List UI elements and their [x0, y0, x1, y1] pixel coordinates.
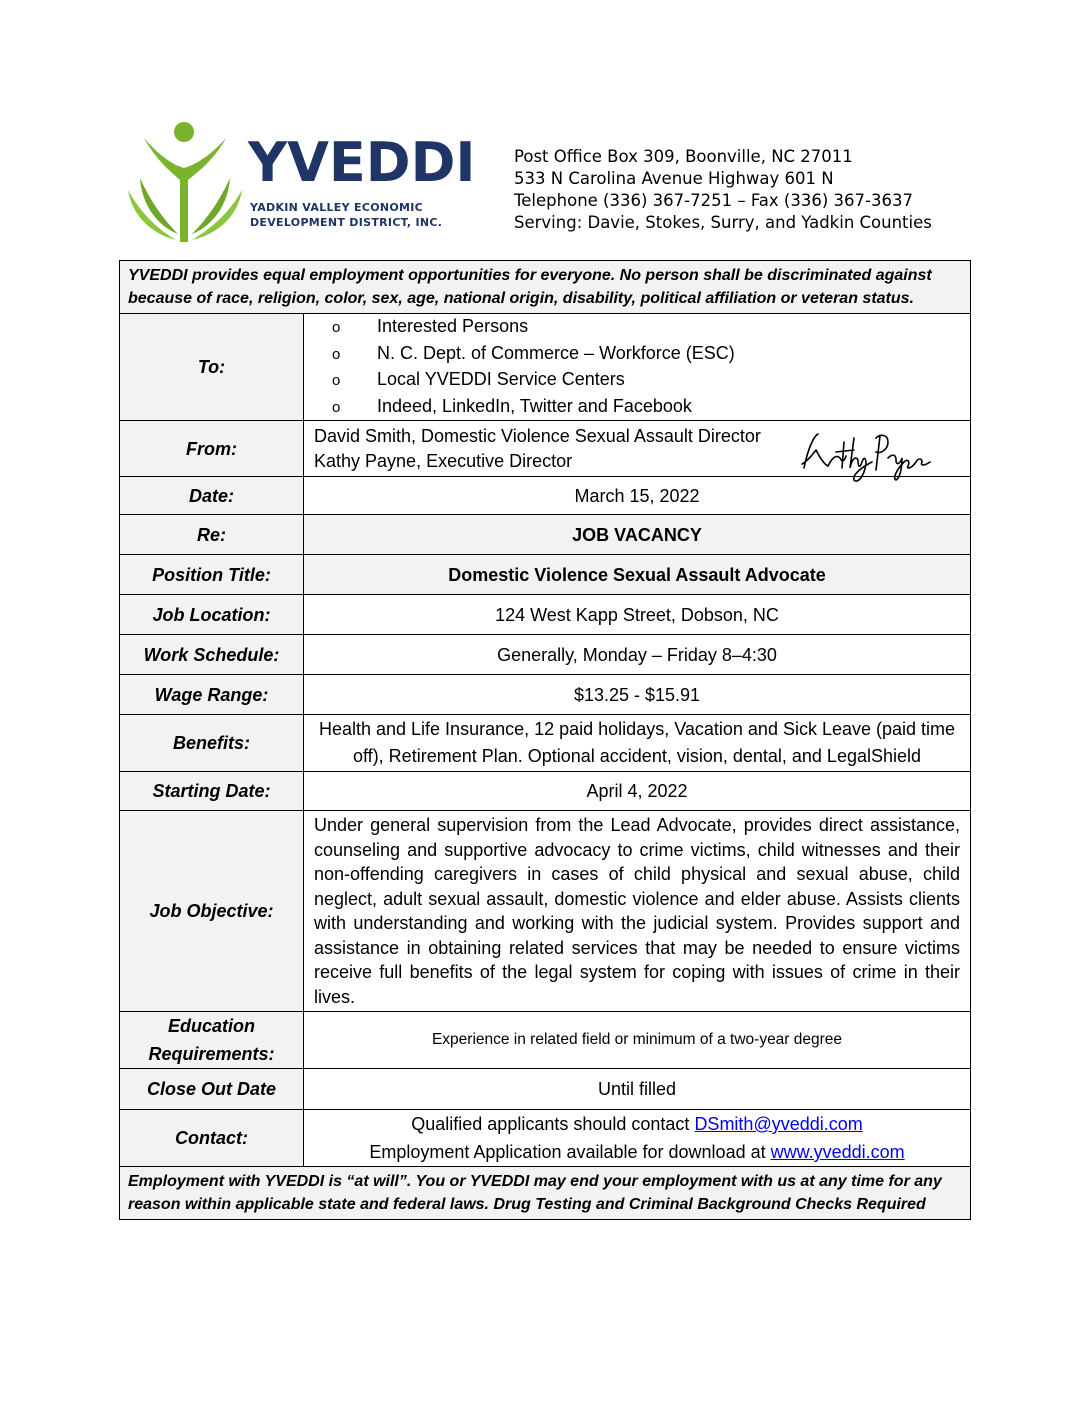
- phone-fax-line: Telephone (336) 367-7251 – Fax (336) 367-3637: [514, 191, 913, 210]
- contact-line: Qualified applicants should contact DSmith@yveddi.com: [411, 1114, 863, 1134]
- list-item: o N. C. Dept. of Commerce – Workforce (ESC): [332, 342, 735, 363]
- logo-wordmark: YVEDDI: [248, 131, 476, 194]
- close-out-date-value: Until filled: [304, 1069, 971, 1110]
- job-objective-value: Under general supervision from the Lead Advocate, provides direct assistance, counseling and supportive advocacy to crime victims, child witnesses and their non-offending caregivers in cases of child physical and sexual abuse, child neglect, adult sexual assault, domestic violence and elder abuse. Assists clients with understanding and working with the judicial system. Provides support and assistance in obtaining related services that may be needed to ensure victims receive full benefits of the legal system for coping with issues of crime in their lives.: [304, 811, 971, 1012]
- work-schedule-label: Work Schedule:: [120, 635, 304, 675]
- from-row: [120, 421, 971, 477]
- list-item: o Interested Persons: [332, 316, 529, 336]
- objective-row: [120, 811, 971, 1012]
- position-row: [120, 555, 971, 595]
- equal-opportunity-notice: YVEDDI provides equal employment opportunities for everyone. No person shall be discriminated against because of race, religion, color, sex, age, national origin, disability, political affiliation or veteran status.: [120, 261, 971, 314]
- application-line: Employment Application available for download at www.yveddi.com: [369, 1142, 905, 1162]
- position-title-label: Position Title:: [120, 555, 304, 595]
- benefits-value: Health and Life Insurance, 12 paid holidays, Vacation and Sick Leave (paid time off), Retirement Plan. Optional accident, vision, dental, and LegalShield: [304, 715, 971, 772]
- starting-date-value: April 4, 2022: [304, 772, 971, 811]
- address-block: [514, 146, 932, 234]
- contact-label: Contact:: [120, 1110, 304, 1167]
- education-row: [120, 1012, 971, 1069]
- benefits-row: [120, 715, 971, 772]
- starting-date-label: Starting Date:: [120, 772, 304, 811]
- wage-row: [120, 675, 971, 715]
- close-out-date-label: Close Out Date: [120, 1069, 304, 1110]
- education-value: Experience in related field or minimum of a two-year degree: [304, 1012, 971, 1069]
- re-value: JOB VACANCY: [304, 515, 971, 555]
- wage-range-label: Wage Range:: [120, 675, 304, 715]
- benefits-label: Benefits:: [120, 715, 304, 772]
- recipient-list: [304, 314, 970, 420]
- logo-subtitle-line1: YADKIN VALLEY ECONOMIC: [250, 201, 424, 214]
- close-out-row: [120, 1069, 971, 1110]
- yveddi-logo: [126, 120, 476, 244]
- list-item: o Indeed, LinkedIn, Twitter and Facebook: [332, 395, 692, 416]
- job-objective-label: Job Objective:: [120, 811, 304, 1012]
- date-value: March 15, 2022: [304, 477, 971, 515]
- wage-range-value: $13.25 - $15.91: [304, 675, 971, 715]
- from-line: Kathy Payne, Executive Director: [314, 450, 573, 471]
- work-schedule-value: Generally, Monday – Friday 8–4:30: [304, 635, 971, 675]
- schedule-row: [120, 635, 971, 675]
- job-location-label: Job Location:: [120, 595, 304, 635]
- website-link[interactable]: www.yveddi.com: [770, 1142, 905, 1162]
- location-row: [120, 595, 971, 635]
- to-label: To:: [120, 314, 304, 421]
- serving-line: Serving: Davie, Stokes, Surry, and Yadkin Counties: [514, 213, 932, 232]
- signature-image: [796, 428, 936, 486]
- logo-figure-icon: [126, 120, 246, 244]
- list-item: o Local YVEDDI Service Centers: [332, 369, 625, 389]
- email-link[interactable]: DSmith@yveddi.com: [694, 1114, 863, 1134]
- job-vacancy-table: [119, 260, 971, 1220]
- job-location-value: 124 West Kapp Street, Dobson, NC: [304, 595, 971, 635]
- re-row: [120, 515, 971, 555]
- to-row: [120, 314, 971, 421]
- address-line: Post Office Box 309, Boonville, NC 27011: [514, 147, 853, 166]
- re-label: Re:: [120, 515, 304, 555]
- from-label: From:: [120, 421, 304, 477]
- from-line: David Smith, Domestic Violence Sexual Assault Director: [314, 425, 761, 446]
- date-label: Date:: [120, 477, 304, 515]
- contact-row: [120, 1110, 971, 1167]
- starting-row: [120, 772, 971, 811]
- logo-subtitle-line2: DEVELOPMENT DISTRICT, INC.: [250, 216, 443, 229]
- position-title-value: Domestic Violence Sexual Assault Advocate: [304, 555, 971, 595]
- education-label: Education Requirements:: [120, 1012, 304, 1069]
- at-will-notice: Employment with YVEDDI is “at will”. You or YVEDDI may end your employment with us at any time for any reason within applicable state and federal laws. Drug Testing and Criminal Background Checks Required: [120, 1167, 971, 1220]
- address-line: 533 N Carolina Avenue Highway 601 N: [514, 169, 834, 188]
